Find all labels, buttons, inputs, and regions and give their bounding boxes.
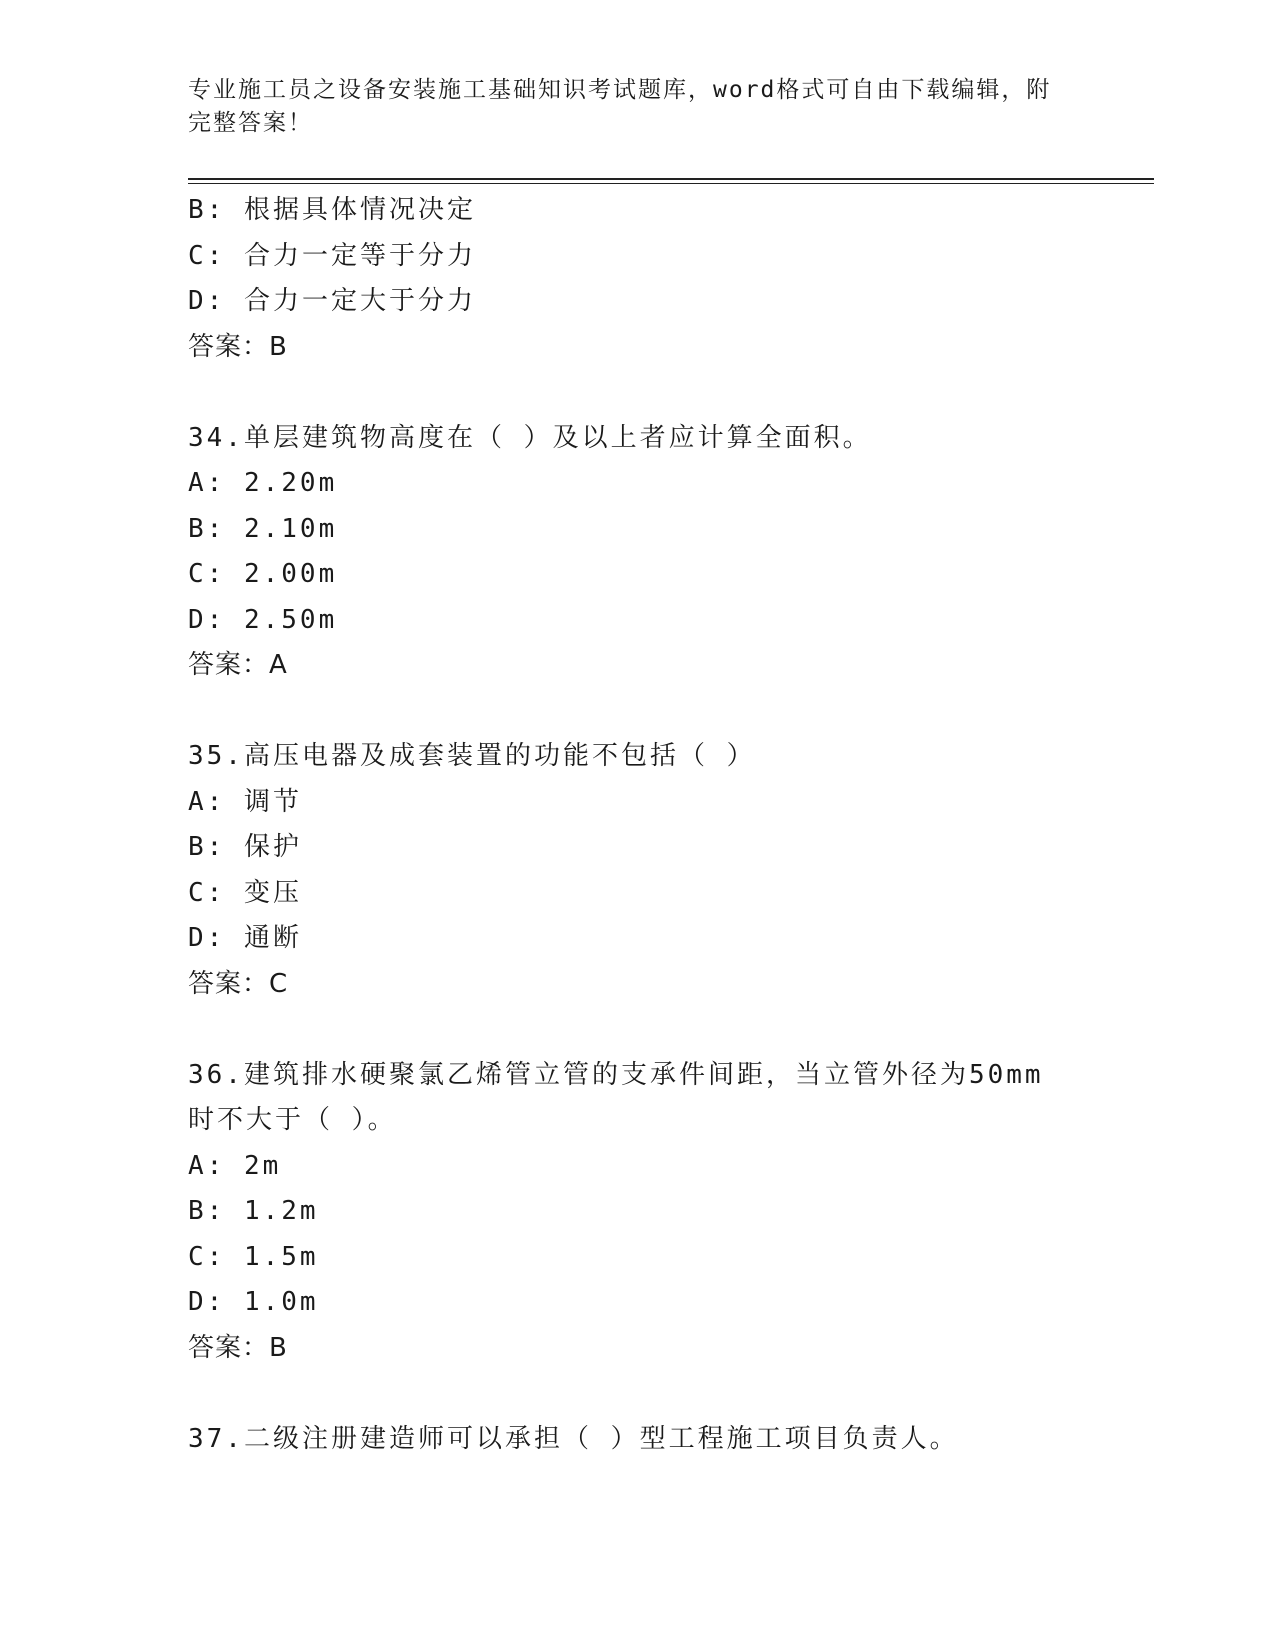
option-c: C: 变压 <box>188 877 302 908</box>
option-b: B: 保护 <box>188 832 302 862</box>
option-c: C: 1.5m <box>188 1241 319 1272</box>
question-stem: 37.二级注册建造师可以承担（ ）型工程施工项目负责人。 <box>188 1423 959 1454</box>
question-stem: 36.建筑排水硬聚氯乙烯管立管的支承件间距，当立管外径为50mm时不大于（ ）。 <box>188 1059 1044 1135</box>
question-stem: 35.高压电器及成套装置的功能不包括（ ） <box>188 741 756 771</box>
option-b: B: 2.10m <box>188 513 338 544</box>
question-block-36 <box>188 1053 1118 1372</box>
option-a: A: 2m <box>188 1150 282 1181</box>
spacer <box>188 689 1118 735</box>
answer-line: 答案：A <box>188 650 288 680</box>
option-d: D: 1.0m <box>188 1287 319 1317</box>
option-d: D: 通断 <box>188 923 302 953</box>
option-a: A: 调节 <box>188 786 302 817</box>
spacer <box>188 1371 1118 1417</box>
option-b: B: 1.2m <box>188 1196 319 1226</box>
document-title: 专业施工员之设备安装施工基础知识考试题库，word格式可自由下载编辑，附完整答案！ <box>188 77 1052 136</box>
answer-line: 答案：B <box>188 1332 288 1363</box>
answer-line: 答案：B <box>188 331 288 362</box>
question-block-37 <box>188 1417 1118 1463</box>
question-block-34 <box>188 416 1118 689</box>
question-list <box>188 188 1118 1462</box>
spacer <box>188 370 1118 416</box>
option-c: C: 2.00m <box>188 559 338 589</box>
question-block-35 <box>188 734 1118 1007</box>
answer-line: 答案：C <box>188 968 289 999</box>
option-a: A: 2.20m <box>188 468 338 498</box>
header-divider-thick <box>188 178 1154 180</box>
question-stem: 34.单层建筑物高度在（ ）及以上者应计算全面积。 <box>188 422 872 453</box>
option-b: B: 根据具体情况决定 <box>188 195 476 225</box>
option-d: D: 2.50m <box>188 604 338 635</box>
option-d: D: 合力一定大于分力 <box>188 286 476 316</box>
document-header <box>188 74 1068 140</box>
option-c: C: 合力一定等于分力 <box>188 240 476 271</box>
question-block-prev <box>188 188 1118 370</box>
header-divider-thin <box>188 183 1154 184</box>
spacer <box>188 1007 1118 1053</box>
